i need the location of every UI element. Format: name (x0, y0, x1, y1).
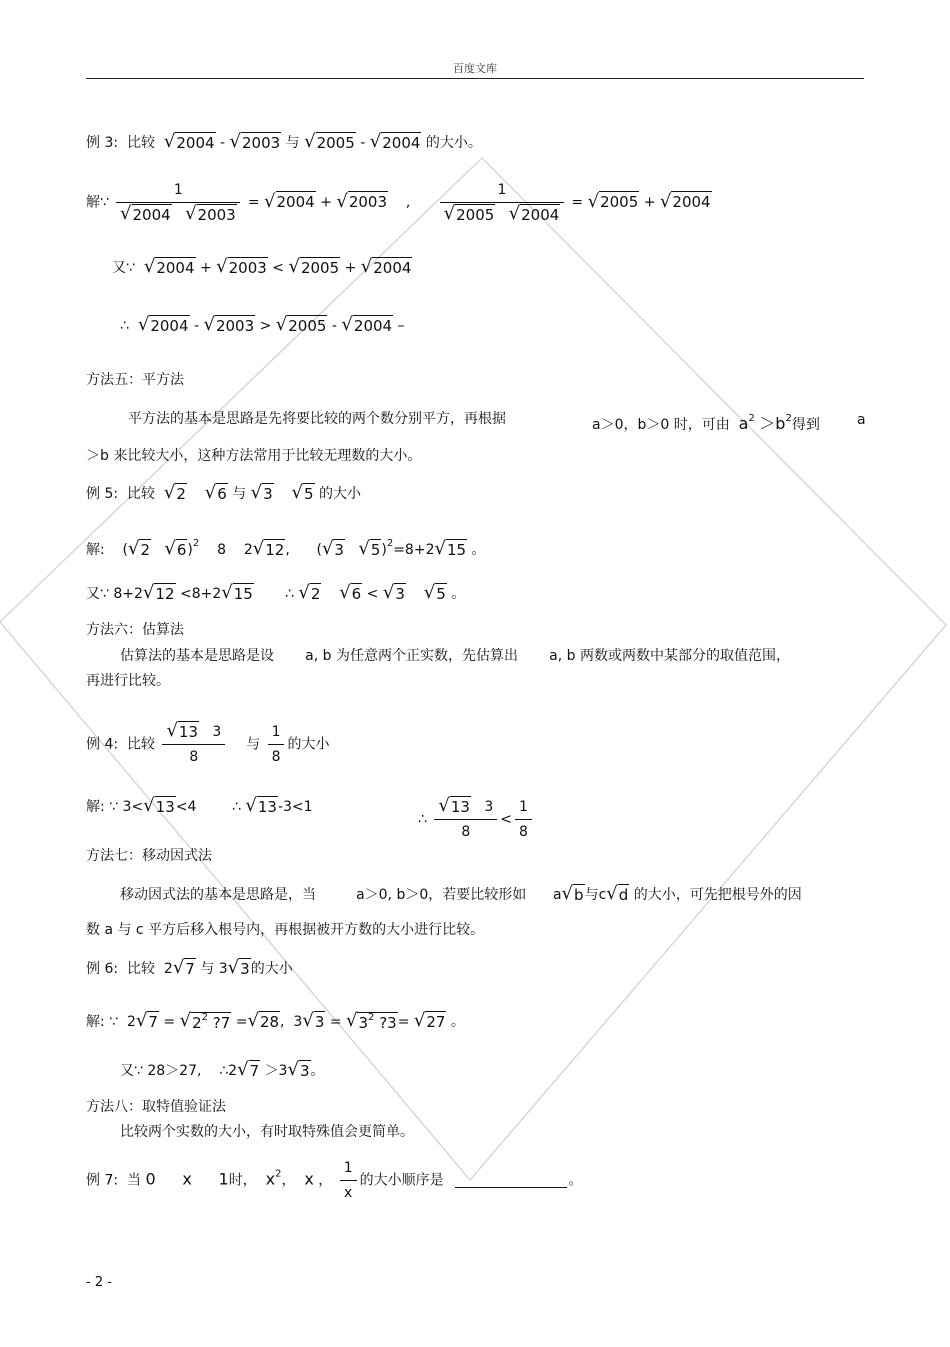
method5-cond: a＞0，b＞0 时，可由 $a^2 >b^2$得到 (592, 413, 820, 433)
ex6-solution: 解: ∵ $2√7 = √2^2$ ?7 =√28, $3√3 = √3^2$ ?3= √27 。 (86, 1010, 465, 1032)
method8-title: 方法八：取特值验证法 (86, 1099, 226, 1115)
header-title: 百度文库 (453, 62, 497, 75)
method6-desc-a: 估算法的基本是思路是设 a, b 为任意两个正实数，先估算出 a, b 两数或两数中某部分的取值范围， (120, 648, 790, 664)
ex5-conclusion: 又∵ 8+2√12 <8+2√15 ∴ √2 √6 < √3 √5 。 (86, 582, 466, 603)
method5-title: 方法五：平方法 (86, 372, 184, 388)
method7-desc-a: 移动因式法的基本是思路是，当 a＞0, b＞0，若要比较形如 a√b与c√d 的大小，可先把根号外的因 (120, 883, 802, 904)
method6-desc-b: 再进行比较。 (86, 673, 170, 689)
method7-title: 方法七：移动因式法 (86, 848, 212, 864)
method5-a-end: a (857, 412, 866, 428)
ex3-solution: 解∵ $\frac{1}{√2004 √2003}$ = √2004 + √2003 , $\frac{1}{√2005 √2004}$ = √2005 + √2004 (86, 182, 711, 224)
ex4-conclusion: ∴ $\frac{√13 3}{8}$ < $\frac{1}{8}$ (418, 797, 535, 842)
page-number: - 2 - (86, 1275, 112, 1290)
method7-desc-b: 数 a 与 c 平方后移入根号内，再根据被开方数的大小进行比较。 (86, 922, 485, 938)
ex4-solution: 解: ∵ 3<√13<4 ∴ √13-3<1 (86, 795, 313, 816)
header-rule (86, 78, 864, 79)
method8-desc: 比较两个实数的大小，有时取特殊值会更简单。 (120, 1124, 414, 1140)
ex3-step2: 又∵ √2004 + √2003 < √2005 + √2004 (112, 256, 412, 277)
method5-desc-a: 平方法的基本是思路是先将要比较的两个数分别平方，再根据 (128, 411, 506, 427)
ex6-conclusion: 又∵ 28＞27, ∴2√7 ＞3√3。 (120, 1059, 325, 1080)
ex3-conclusion: ∴ √2004 - √2003 > √2005 - √2004 – (120, 314, 405, 335)
method6-title: 方法六：估算法 (86, 622, 184, 638)
answer-blank (455, 1173, 567, 1188)
method5-desc-b: ＞b 来比较大小，这种方法常用于比较无理数的大小。 (86, 448, 422, 464)
ex6-question: 例 6: 比较 2√7 与 3√3的大小 (86, 957, 293, 978)
ex4-question: 例 4: 比较 $\frac{√13 3}{8}$ 与 $\frac{1}{8}$ 的大小 (86, 720, 330, 765)
ex5-solution: 解: (√2 √6)$^2$ 8 2√12, (√3 √5)$^2$=8+2√15 。 (86, 538, 486, 559)
ex7-question: 例 7: 当 0 x 1时， $x^2$， x ， $\frac{1}{x}$ 的大小顺序是 。 (86, 1160, 583, 1201)
ex5-question: 例 5: 比较 √2 √6 与 √3 √5 的大小 (86, 482, 361, 503)
ex3-question: 例 3: 比较 √2004 - √2003 与 √2005 - √2004 的大小。 (86, 131, 482, 152)
